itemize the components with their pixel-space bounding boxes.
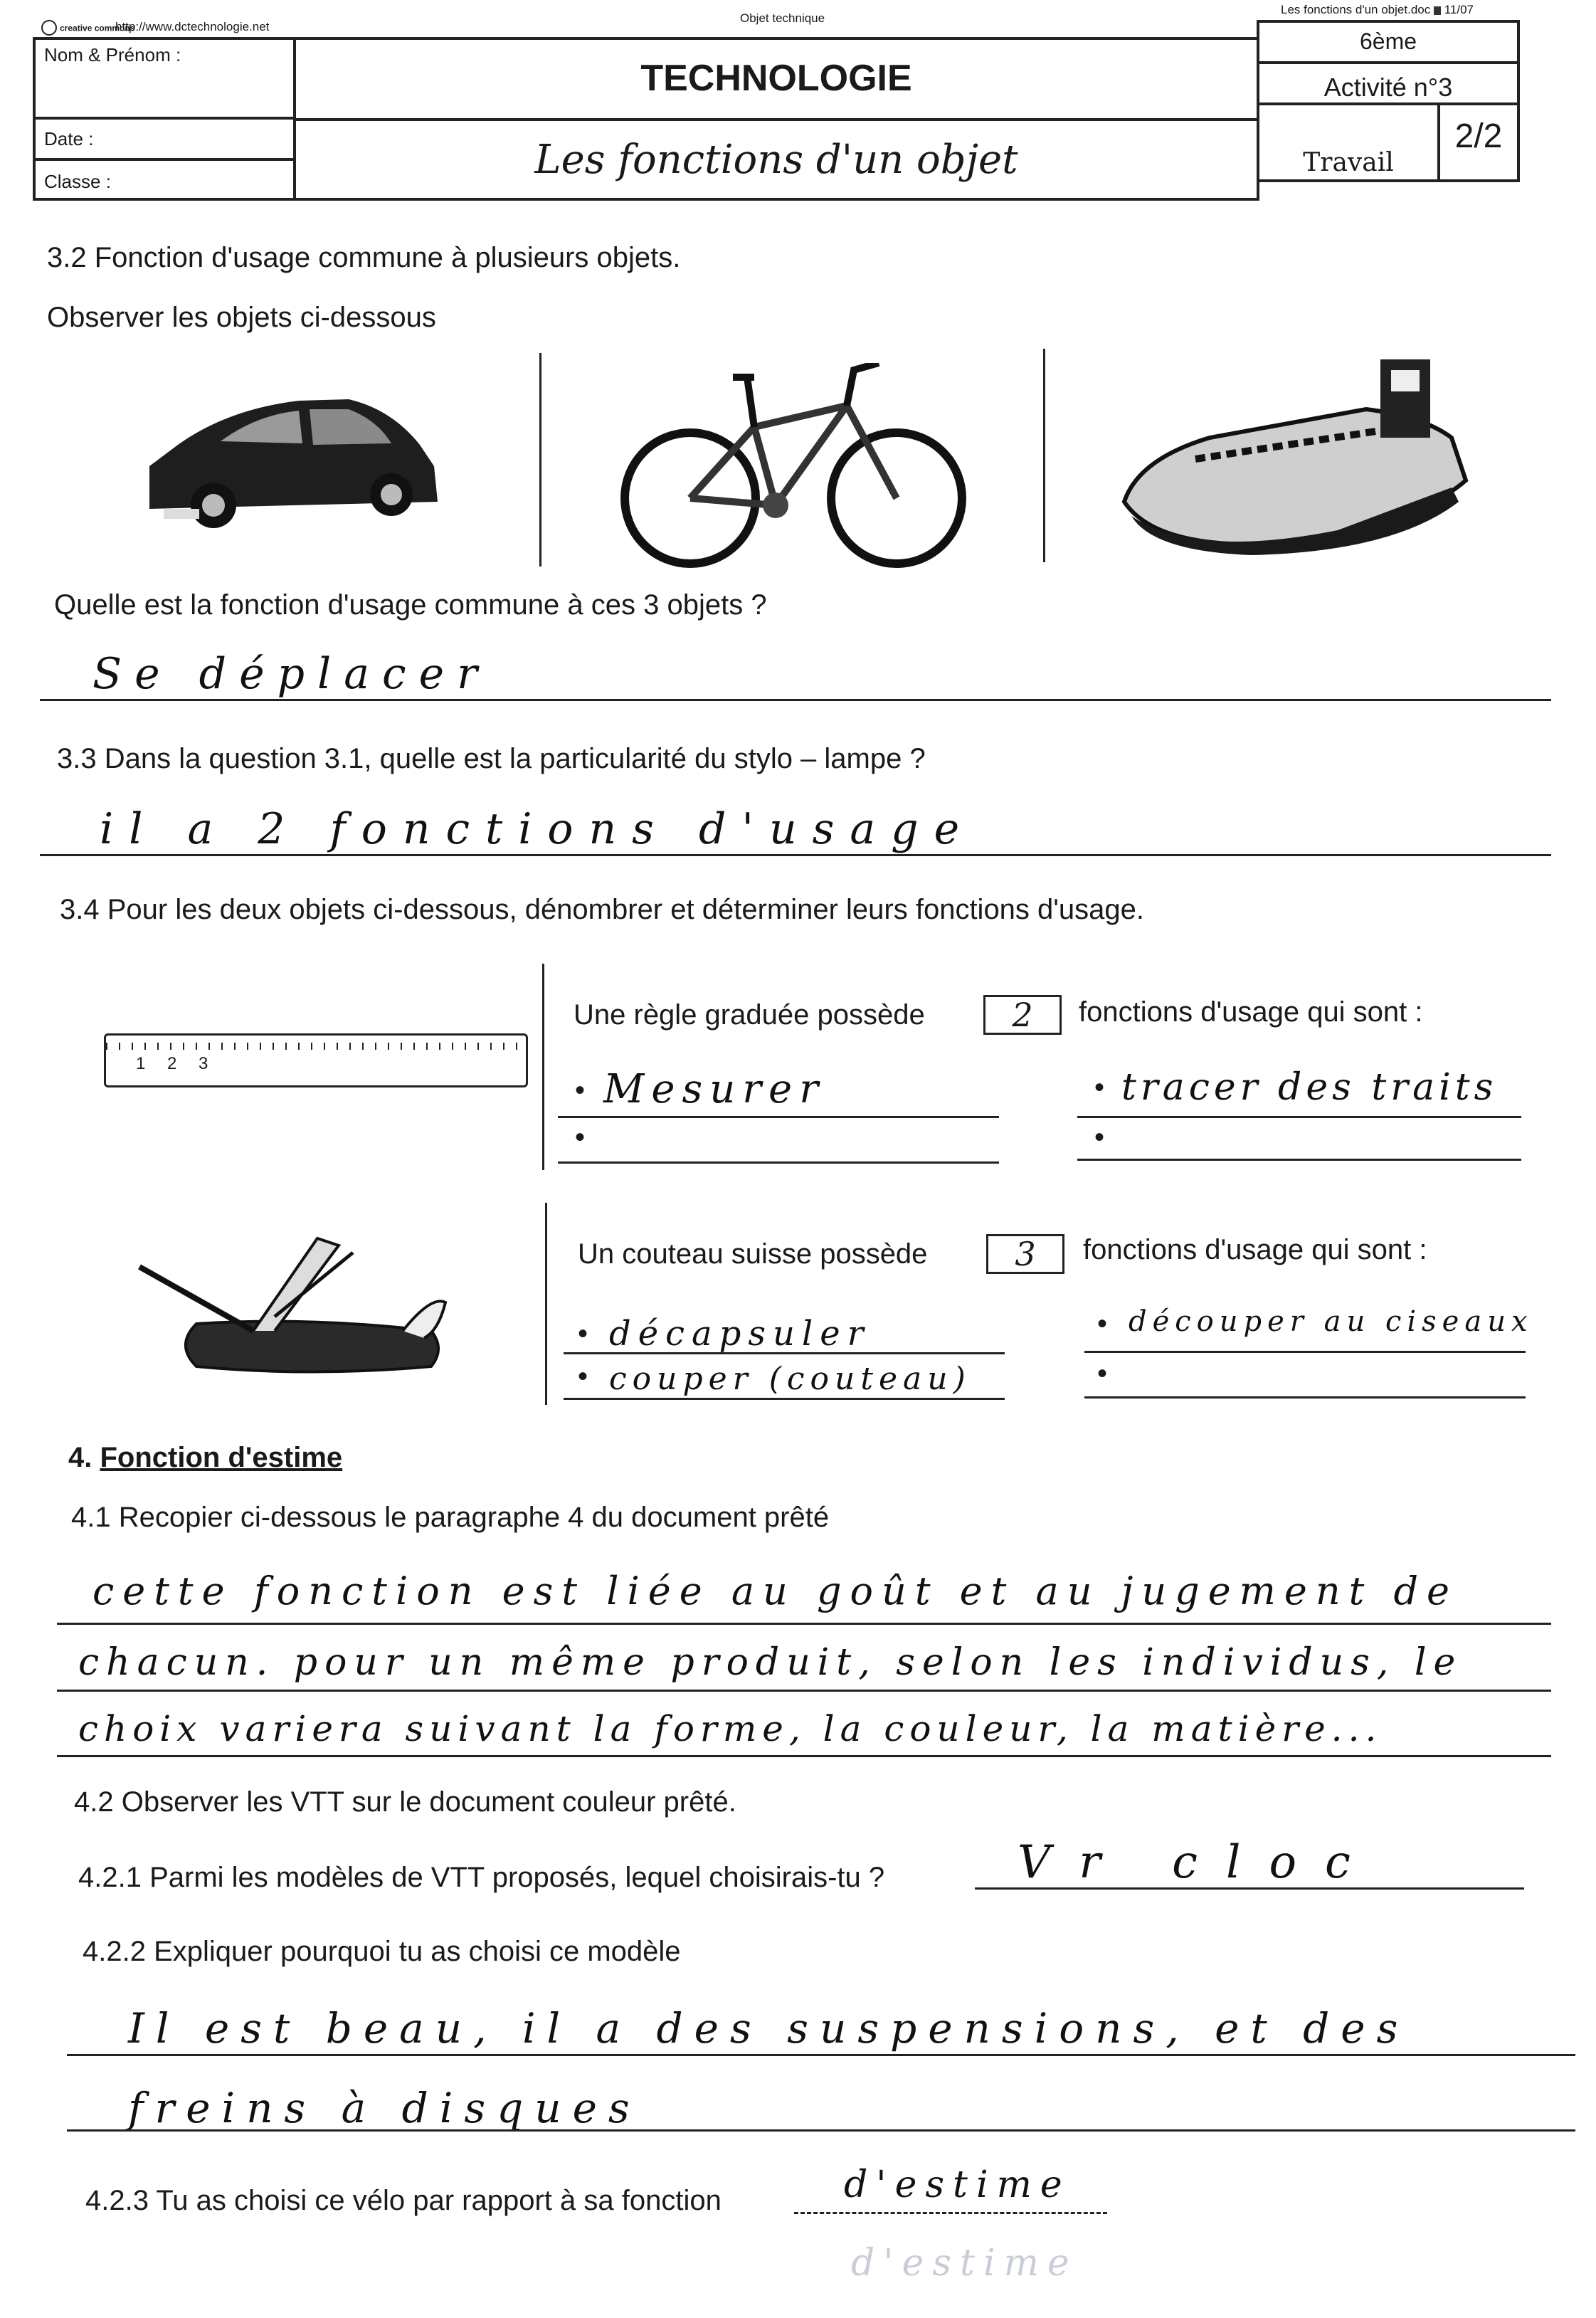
answer-3-2: Se déplacer <box>93 649 490 699</box>
answer-line <box>40 699 1551 701</box>
bicycle-image <box>612 363 982 569</box>
activity-cell: Activité n°3 <box>1257 61 1520 105</box>
answer-line <box>558 1116 999 1118</box>
ruler-sentence-end: fonctions d'usage qui sont : <box>1079 996 1423 1028</box>
site-url: http://www.dctechnologie.net <box>115 20 270 33</box>
image-divider <box>1043 349 1045 562</box>
answer-line <box>67 2054 1575 2056</box>
answer-line <box>975 1887 1524 1890</box>
answer-line <box>564 1398 1005 1400</box>
date-cell: Date : <box>33 117 296 161</box>
answer-4-2-1: Vr cloc <box>1018 1836 1379 1889</box>
license-logo: creative commons <box>41 20 134 36</box>
answer-line <box>1077 1159 1521 1161</box>
block-divider <box>542 964 544 1170</box>
answer-4-1-line-3: choix variera suivant la forme, la couleur, la matière... <box>78 1708 1383 1749</box>
ghost-answer: d'estime <box>851 2242 1078 2285</box>
grade-cell: 6ème <box>1257 20 1520 64</box>
ruler-function-1: Mesurer <box>603 1066 825 1112</box>
question-4-2: 4.2 Observer les VTT sur le document couleur prêté. <box>74 1786 736 1818</box>
hovercraft-image <box>1110 352 1480 559</box>
doc-icon <box>1434 6 1441 15</box>
answer-line <box>558 1161 999 1164</box>
name-cell: Nom & Prénom : <box>33 37 296 120</box>
answer-line <box>57 1690 1551 1692</box>
answer-line <box>1084 1396 1526 1398</box>
answer-4-1-line-1: cette fonction est liée au goût et au jugement de <box>93 1569 1459 1613</box>
subject-cell <box>293 37 1259 121</box>
ruler-ticks <box>106 1043 526 1050</box>
knife-function-3: couper (couteau) <box>609 1361 971 1397</box>
answer-line <box>57 1623 1551 1625</box>
ruler-function-2: tracer des traits <box>1121 1066 1498 1109</box>
knife-sentence-start: Un couteau suisse possède <box>578 1238 928 1270</box>
ruler-image: 1 2 3 <box>104 1033 528 1087</box>
file-info: Les fonctions d'un objet.doc 11/07 <box>1281 3 1474 16</box>
answer-line <box>1084 1351 1526 1353</box>
knife-count-box[interactable]: 3 <box>986 1234 1064 1274</box>
block-divider <box>545 1203 547 1405</box>
question-4-2-3: 4.2.3 Tu as choisi ce vélo par rapport à sa fonction <box>85 2185 722 2216</box>
answer-line <box>40 854 1551 856</box>
knife-function-1: décapsuler <box>609 1314 871 1354</box>
answer-4-2-3: d'estime <box>844 2164 1071 2206</box>
question-3-4: 3.4 Pour les deux objets ci-dessous, dénombrer et déterminer leurs fonctions d'usage. <box>60 894 1145 925</box>
class-cell: Classe : <box>33 158 296 201</box>
answer-line <box>794 2212 1107 2214</box>
knife-function-2: découper au ciseaux <box>1129 1305 1533 1338</box>
answer-line <box>564 1352 1005 1354</box>
ruler-sentence-start: Une règle graduée possède <box>574 999 925 1031</box>
knife-sentence-end: fonctions d'usage qui sont : <box>1083 1234 1427 1265</box>
lesson-cell <box>293 118 1259 201</box>
swiss-knife-image <box>132 1224 467 1395</box>
question-4-2-1: 4.2.1 Parmi les modèles de VTT proposés, lequel choisirais-tu ? <box>78 1862 885 1893</box>
question-4-2-2: 4.2.2 Expliquer pourquoi tu as choisi ce modèle <box>83 1936 681 1967</box>
answer-4-2-2-line-2: freins à disques <box>128 2084 641 2132</box>
subject-title: TECHNOLOGIE <box>640 58 912 99</box>
question-3-3: 3.3 Dans la question 3.1, quelle est la particularité du stylo – lampe ? <box>57 743 926 774</box>
lesson-title: Les fonctions d'un objet <box>534 137 1018 183</box>
answer-line <box>57 1755 1551 1757</box>
answer-3-3: il a 2 fonctions d'usage <box>100 804 976 854</box>
section-3-2-title: 3.2 Fonction d'usage commune à plusieurs objets. <box>47 242 681 273</box>
section-4-title: 4. Fonction d'estime <box>68 1442 343 1473</box>
answer-line <box>1077 1116 1521 1118</box>
image-divider <box>539 353 541 567</box>
answer-4-1-line-2: chacun. pour un même produit, selon les individus, le <box>78 1641 1463 1684</box>
answer-4-2-2-line-1: Il est beau, il a des suspensions, et des <box>128 2004 1410 2053</box>
cc-icon <box>41 20 57 36</box>
observe-instruction: Observer les objets ci-dessous <box>47 302 436 333</box>
work-cell: Travail <box>1257 102 1440 182</box>
question-4-1: 4.1 Recopier ci-dessous le paragraphe 4 du document prêté <box>71 1502 830 1533</box>
car-image <box>135 388 448 537</box>
answer-line <box>67 2129 1575 2132</box>
category-label: Objet technique <box>740 11 825 25</box>
page-cell: 2/2 <box>1437 102 1520 182</box>
question-3-2: Quelle est la fonction d'usage commune à ces 3 objets ? <box>54 589 767 621</box>
ruler-count-box[interactable]: 2 <box>983 995 1062 1035</box>
